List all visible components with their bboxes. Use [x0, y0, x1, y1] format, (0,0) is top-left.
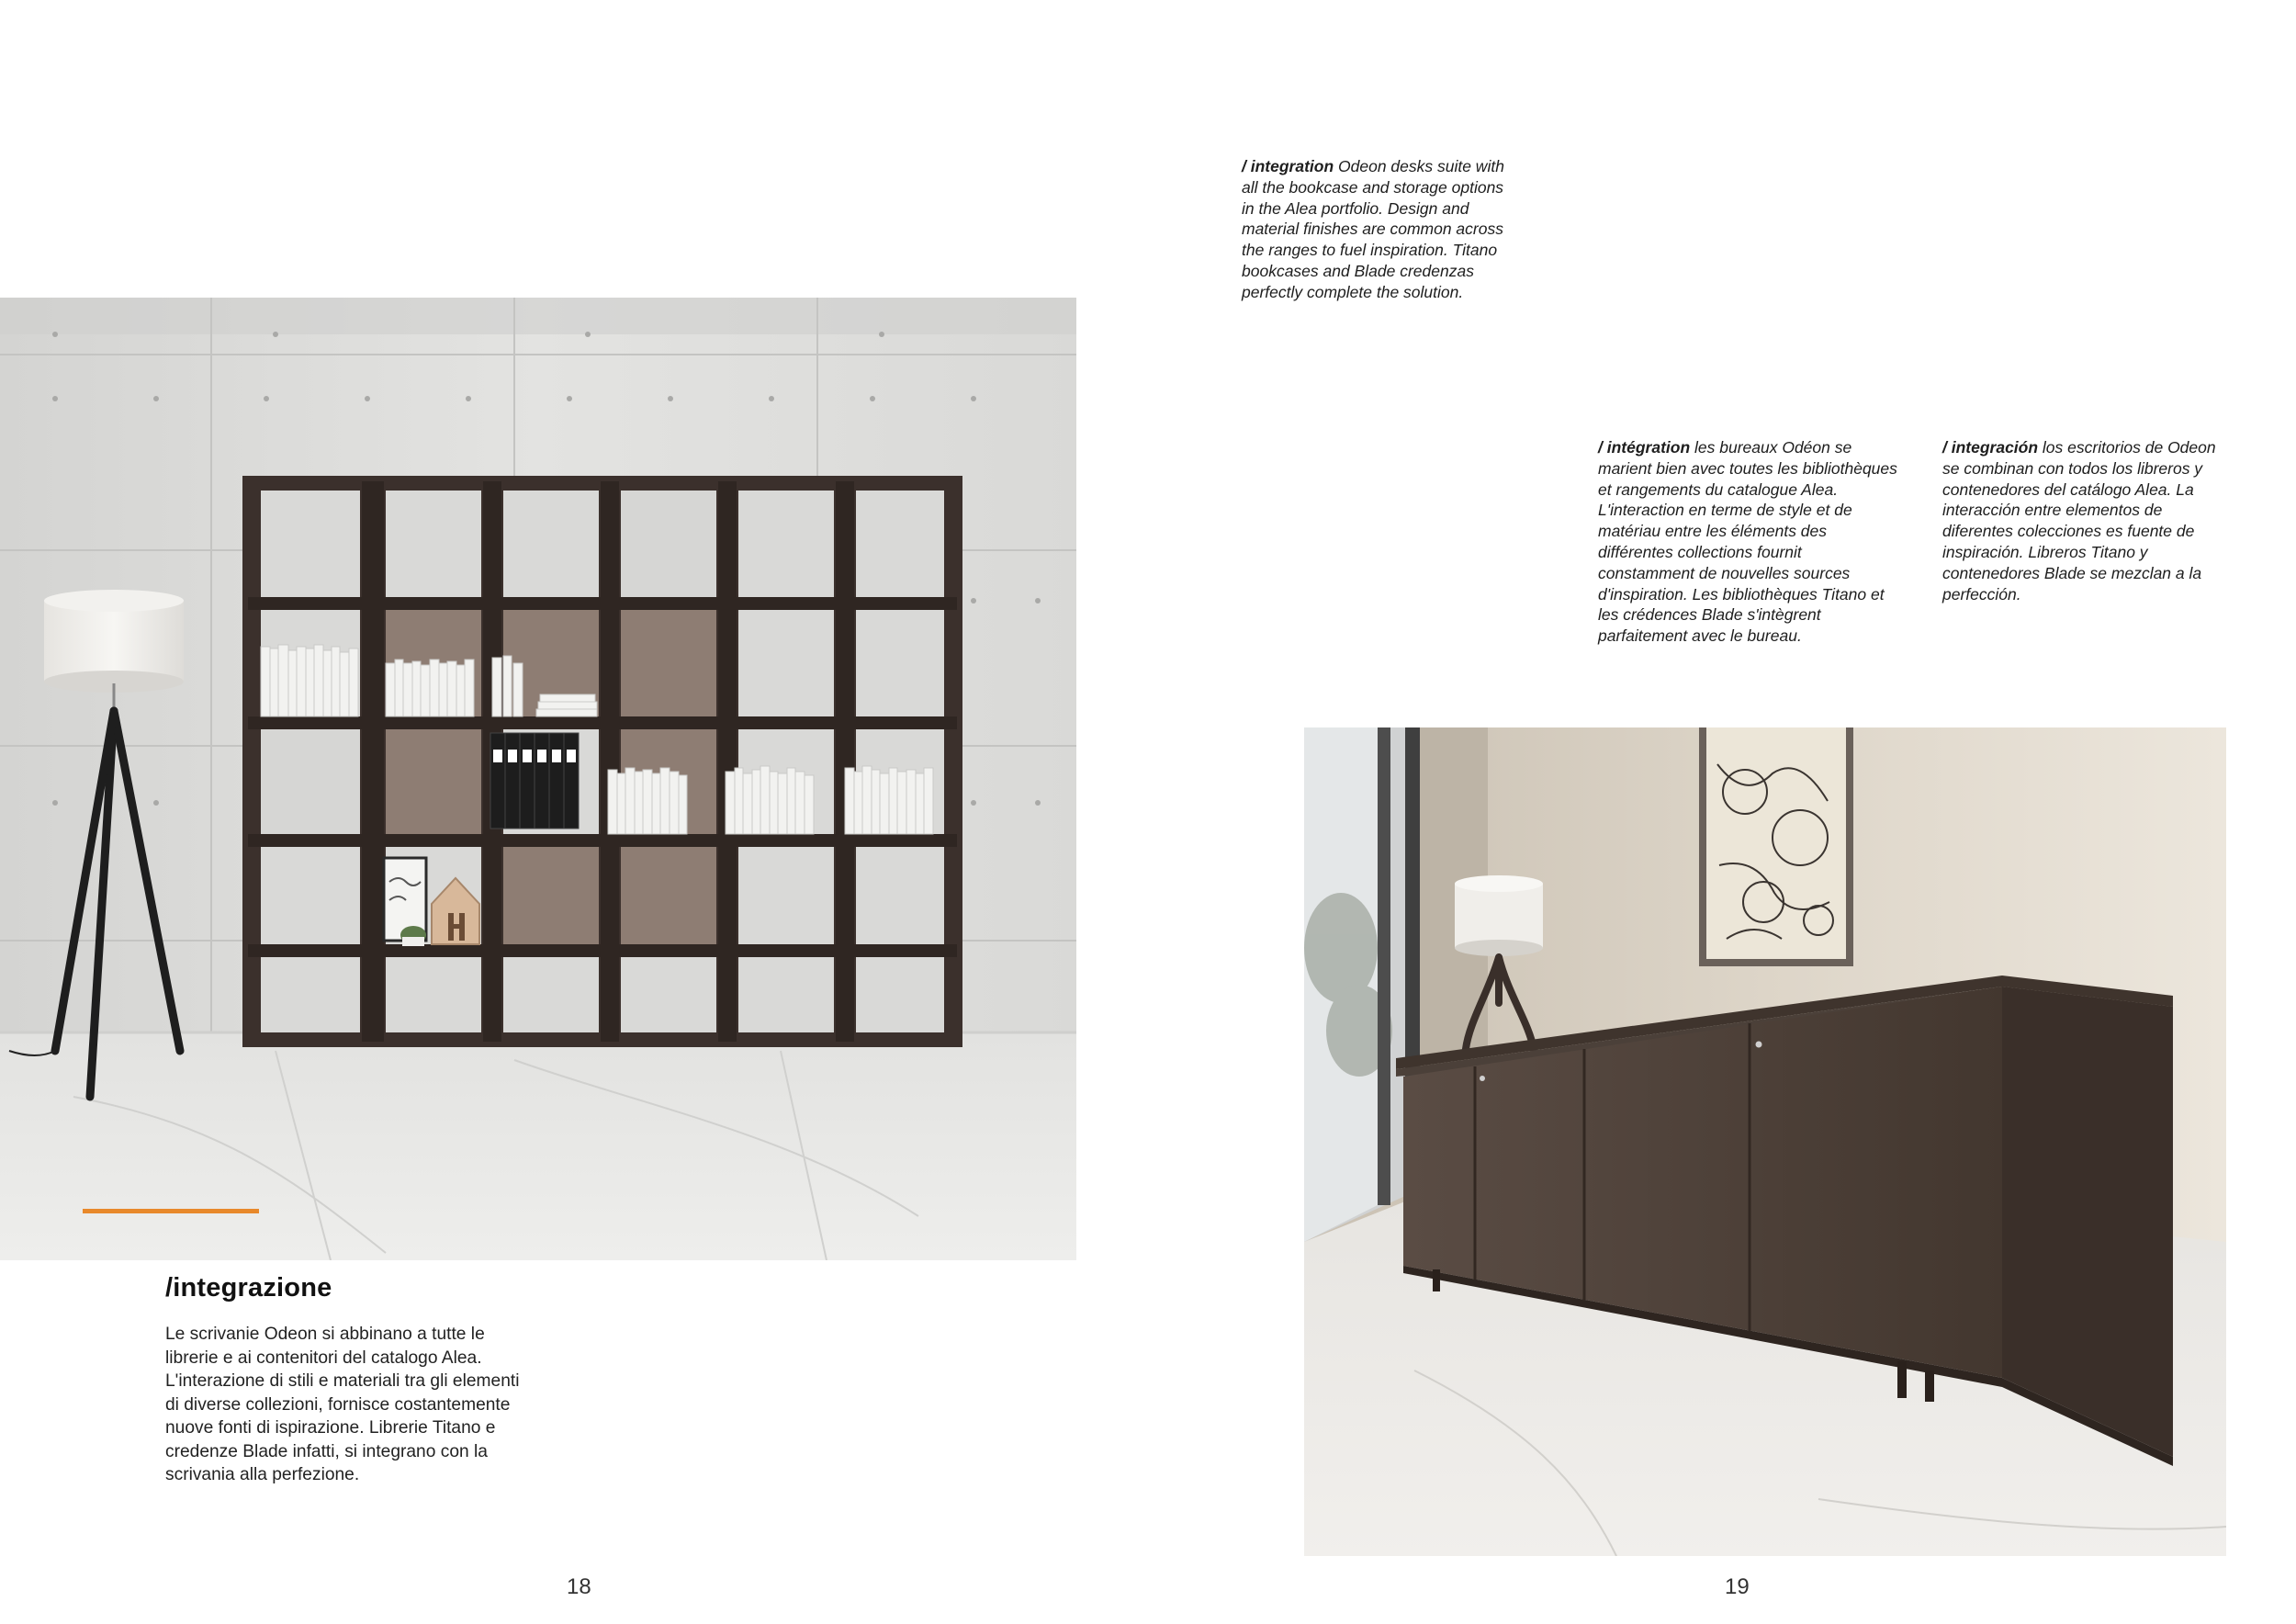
- photo-bookcase: [0, 298, 1076, 1260]
- caption-english: [1242, 156, 1517, 303]
- caption-english-text: Odeon desks suite with all the bookcase and storage options in the Alea portfolio. Design and material finishes are common across the ranges to fuel inspiration. Titano bookcases and Blade credenzas perfectly complete the solution.: [1242, 157, 1504, 301]
- accent-line: [83, 1209, 259, 1213]
- photo-credenza: [1304, 727, 2226, 1556]
- caption-english-lead: / integration: [1242, 157, 1334, 175]
- caption-spanish-text: los escritorios de Odeon se combinan con todos los libreros y contenedores del catálogo Alea. La interacción entre elementos de diferentes colecciones es fuente de inspiración. Libreros Titano y contenedores Blade se mezclan a la perfección.: [1942, 438, 2216, 603]
- caption-spanish: [1942, 437, 2218, 604]
- caption-french-lead: / intégration: [1598, 438, 1691, 457]
- caption-french: [1598, 437, 1901, 647]
- caption-french-text: les bureaux Odéon se marient bien avec toutes les bibliothèques et rangements du catalogue Alea. L'interaction en terme de style et de matériau entre les éléments des différentes collections fournit constamment de nouvelles sources d'inspiration. Les bibliothèques Titano et les crédences Blade s'intègrent parfaitement avec le bureau.: [1598, 438, 1897, 646]
- caption-spanish-lead: / integración: [1942, 438, 2039, 457]
- page-number-right: 19: [1725, 1574, 1750, 1599]
- italian-heading: /integrazione: [165, 1273, 332, 1303]
- italian-body-text: Le scrivanie Odeon si abbinano a tutte le librerie e ai contenitori del catalogo Alea. L'interazione di stili e materiali tra gli elementi di diverse collezioni, fornisce costantemente nuove fonti di ispirazione. Librerie Titano e credenze Blade infatti, si integrano con la scrivania alla perfezione.: [165, 1325, 520, 1484]
- page-number-left: 18: [567, 1574, 591, 1599]
